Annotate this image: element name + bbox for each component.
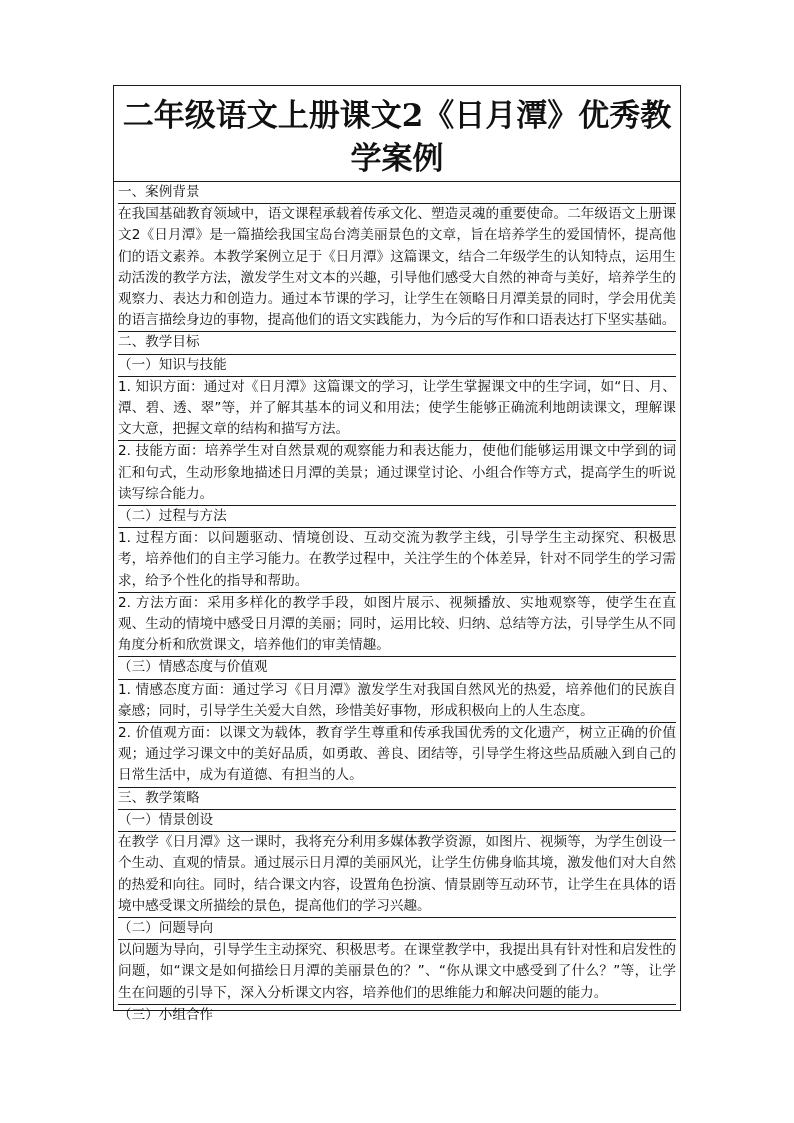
section-heading: （二）过程与方法 [118,508,227,525]
section-heading: 一、案例背景 [118,184,200,200]
paragraph-row [118,204,676,332]
paragraph-row [118,832,676,918]
document-body [114,182,680,1026]
paragraph-row [118,528,676,593]
section-heading-row [118,1005,676,1026]
document-title: 二年级语文上册课文2《日月潭》优秀教学案例 [114,86,680,182]
paragraph-text: 在教学《日月潭》这一课时，我将充分利用多媒体教学资源，如图片、视频等，为学生创设一个生动、直观的情景。通过展示日月潭的美丽风光，让学生仿佛身临其境，激发他们对大自然的热爱和向往。同时，结合课文内容，设置角色扮演、情景剧等互动环节，让学生在具体的语境中感受课文所描绘的景色，提高他们的学习兴趣。 [118,834,676,914]
paragraph-row [118,940,676,1005]
paragraph-text: 1. 情感态度方面：通过学习《日月潭》激发学生对我国自然风光的热爱，培养他们的民族自豪感；同时，引导学生关爱大自然，珍惜美好事物，形成积极向上的人生态度。 [118,681,676,719]
paragraph-row [118,377,676,442]
section-heading: （一）情景创设 [118,811,214,828]
section-heading-row [118,182,676,204]
section-heading-row [118,788,676,810]
section-heading-row [118,506,676,528]
paragraph-row [118,680,676,723]
section-heading-row [118,810,676,832]
section-heading-row [118,657,676,679]
section-heading: 二、教学目标 [118,334,200,351]
section-heading-row [118,332,676,354]
section-heading-row [118,918,676,940]
document-page [113,85,681,1023]
section-heading: （二）问题导向 [118,919,214,936]
section-heading: （三）情感态度与价值观 [118,659,268,676]
section-heading: （一）知识与技能 [118,356,227,373]
section-heading: 三、教学策略 [118,789,200,806]
paragraph-text: 2. 技能方面：培养学生对自然景观的观察能力和表达能力，使他们能够运用课文中学到的词汇和句式，生动形象地描述日月潭的美景；通过课堂讨论、小组合作等方式，提高学生的听说读写综合能力。 [118,443,676,502]
paragraph-row [118,723,676,788]
paragraph-text: 2. 方法方面：采用多样化的教学手段，如图片展示、视频播放、实地观察等，使学生在直观、生动的情境中感受日月潭的美丽；同时，运用比较、归纳、总结等方法，引导学生从不同角度分析和欣赏课文，培养他们的审美情趣。 [118,594,676,654]
paragraph-text: 以问题为导向，引导学生主动探究、积极思考。在课堂教学中，我提出具有针对性和启发性的问题，如“课文是如何描绘日月潭的美丽景色的？”、“你从课文中感受到了什么？”等，让学生在问题的引导下，深入分析课文内容，培养他们的思维能力和解决问题的能力。 [118,942,676,1001]
paragraph-text: 1. 知识方面：通过对《日月潭》这篇课文的学习，让学生掌握课文中的生字词，如“日、月、潭、碧、透、翠”等，并了解其基本的词义和用法；使学生能够正确流利地朗读课文，理解课文大意，把握文章的结构和描写方法。 [118,378,676,438]
paragraph-row [118,441,676,506]
paragraph-text: 2. 价值观方面：以课文为载体，教育学生尊重和传承我国优秀的文化遗产，树立正确的价值观；通过学习课文中的美好品质，如勇敢、善良、团结等，引导学生将这些品质融入到自己的日常生活中，成为有道德、有担当的人。 [118,725,676,784]
paragraph-text: 在我国基础教育领域中，语文课程承载着传承文化、塑造灵魂的重要使命。二年级语文上册课文2《日月潭》是一篇描绘我国宝岛台湾美丽景色的文章，旨在培养学生的爱国情怀，提高他们的语文素养。本教学案例立足于《日月潭》这篇课文，结合二年级学生的认知特点，运用生动活泼的教学方法，激发学生对文本的兴趣，引导他们感受大自然的神奇与美好，培养学生的观察力、表达力和创造力。通过本节课的学习，让学生在领略日月潭美景的同时，学会用优美的语言描绘身边的事物，提高他们的语文实践能力，为今后的写作和口语表达打下坚实基础。 [118,206,676,329]
section-heading: （三）小组合作 [118,1006,214,1023]
paragraph-text: 1. 过程方面：以问题驱动、情境创设、互动交流为教学主线，引导学生主动探究、积极思考，培养他们的自主学习能力。在教学过程中，关注学生的个体差异，针对不同学生的学习需求，给予个性化的指导和帮助。 [118,530,676,589]
section-heading-row [118,355,676,377]
paragraph-row [118,593,676,658]
